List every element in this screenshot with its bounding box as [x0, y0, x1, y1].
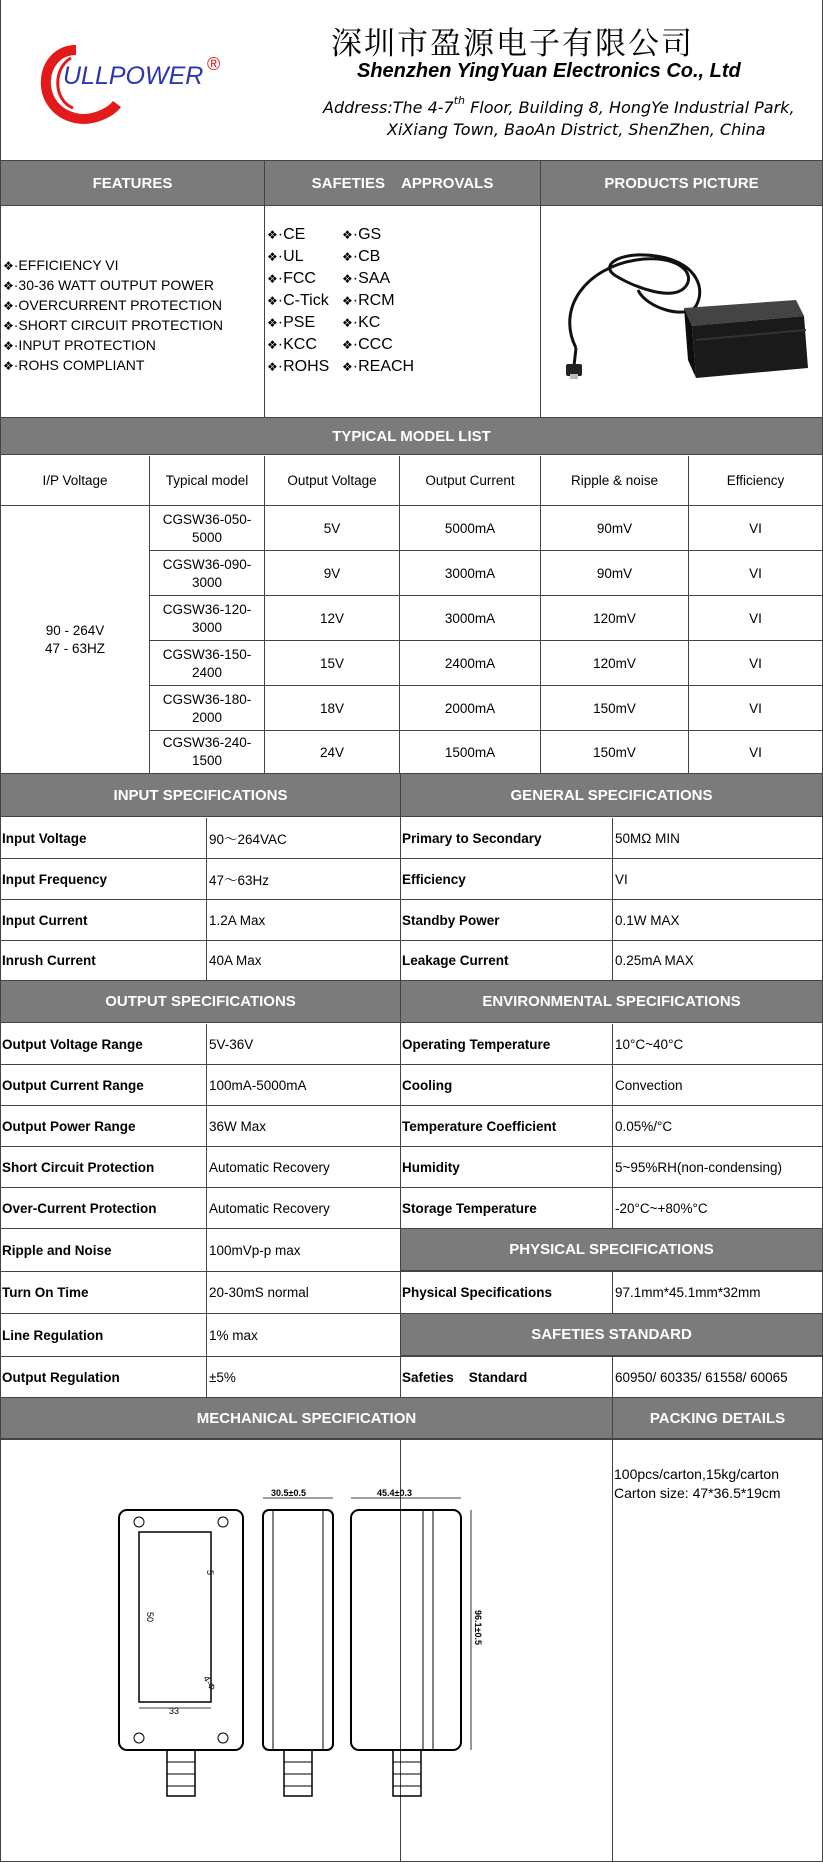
company-name-chinese: 深圳市盈源电子有限公司 — [331, 26, 694, 62]
approval-item: ❖·CCC — [342, 336, 393, 353]
packing-quantity: 100pcs/carton,15kg/carton — [614, 1466, 779, 1482]
spec-value: 0.1W MAX — [615, 912, 680, 928]
approval-item: ❖·REACH — [342, 358, 415, 375]
current-cell: 3000mA — [444, 611, 496, 626]
spec-value: 90～264VAC — [209, 832, 287, 847]
company-logo — [31, 38, 241, 128]
approval-item: ❖·ROHS — [267, 358, 330, 375]
header — [1, 0, 822, 161]
col-header-output-voltage: Output Voltage — [287, 473, 377, 488]
spec-label: Line Regulation — [2, 1327, 104, 1343]
ripple-cell: 90mV — [596, 521, 633, 536]
feature-item: ❖·30-36 WATT OUTPUT POWER — [3, 277, 214, 293]
spec-label: Turn On Time — [2, 1285, 89, 1300]
table-row — [150, 551, 822, 596]
feature-item: ❖·ROHS COMPLIANT — [3, 357, 145, 373]
address-part-b: Floor, Building 8, HongYe Industrial Park, — [465, 98, 795, 117]
spec-label: Input Voltage — [2, 830, 87, 846]
spec-label: Storage Temperature — [402, 1200, 537, 1216]
spec-label: Physical Specifications — [402, 1285, 553, 1300]
bullet-icon: ❖ — [3, 359, 14, 373]
spec-value: Automatic Recovery — [209, 1159, 330, 1175]
ip-frequency-range: 47 - 63HZ — [44, 640, 106, 656]
spec-label: Short Circuit Protection — [2, 1159, 155, 1175]
approval-item: ❖·PSE — [267, 314, 316, 331]
model-list-title: TYPICAL MODEL LIST — [1, 418, 822, 455]
model-cell: CGSW36-050- 5000 — [162, 511, 252, 545]
approvals-list — [267, 224, 432, 378]
voltage-cell: 5V — [323, 521, 341, 536]
general-specs-title: GENERAL SPECIFICATIONS — [401, 774, 822, 817]
spec-label: Ripple and Noise — [2, 1242, 112, 1258]
address-line-1 — [323, 94, 795, 117]
ip-voltage-range: 90 - 264V — [45, 622, 105, 638]
table-row — [150, 731, 822, 773]
approval-item: ❖·CB — [342, 248, 381, 265]
spec-value: 100mA-5000mA — [209, 1077, 307, 1093]
dim-hole-label: 4-Φ — [201, 1674, 218, 1693]
voltage-cell: 24V — [319, 744, 345, 760]
voltage-cell: 18V — [319, 701, 345, 716]
spec-label: Operating Temperature — [402, 1036, 551, 1052]
ripple-cell: 120mV — [593, 656, 636, 671]
physical-specs-title: PHYSICAL SPECIFICATIONS — [401, 1229, 822, 1271]
efficiency-cell: VI — [749, 701, 762, 716]
spec-value: ±5% — [209, 1369, 236, 1385]
address-line-2: XiXiang Town, BaoAn District, ShenZhen, China — [387, 120, 766, 139]
spec-value: 10°C~40°C — [615, 1036, 684, 1052]
spec-label: Cooling — [402, 1077, 453, 1093]
efficiency-cell: VI — [749, 656, 762, 671]
spec-label: Output Regulation — [2, 1369, 120, 1385]
approval-item: ❖·CE — [267, 226, 306, 243]
safeties-header: SAFETIES APPROVALS — [265, 161, 540, 206]
efficiency-cell: VI — [749, 744, 762, 760]
spec-value: 20-30mS normal — [209, 1285, 309, 1300]
current-cell: 2000mA — [444, 701, 496, 716]
spec-value: 40A Max — [209, 953, 262, 968]
col-header-output-current: Output Current — [425, 473, 515, 488]
spec-value: Automatic Recovery — [209, 1200, 330, 1216]
voltage-cell: 9V — [323, 566, 341, 581]
current-cell: 3000mA — [444, 566, 496, 581]
efficiency-cell: VI — [749, 611, 762, 626]
approval-item: ❖·C-Tick — [267, 292, 329, 309]
spec-value: VI — [615, 871, 628, 887]
spec-value: 50MΩ MIN — [615, 830, 680, 846]
spec-value: 100mVp-p max — [209, 1242, 301, 1258]
col-header-ip-voltage: I/P Voltage — [42, 473, 108, 488]
carton-size: Carton size: 47*36.5*19cm — [614, 1485, 781, 1501]
address-part-a: Address:The 4-7 — [323, 98, 454, 117]
spec-label: Input Current — [2, 912, 88, 928]
approval-item: ❖·KCC — [267, 336, 317, 353]
table-row — [150, 506, 822, 551]
table-row — [150, 596, 822, 641]
approval-item: ❖·KC — [342, 314, 381, 331]
company-name-english: Shenzhen YingYuan Electronics Co., Ltd — [357, 60, 741, 82]
efficiency-cell: VI — [749, 521, 762, 536]
ripple-cell: 120mV — [593, 611, 636, 626]
dim-side-width-label: 30.5±0.5 — [271, 1488, 306, 1498]
feature-item: ❖·INPUT PROTECTION — [3, 337, 156, 353]
features-list — [3, 256, 223, 376]
dim-height-label: 96.1±0.5 — [473, 1610, 483, 1645]
safeties-standard-title: SAFETIES STANDARD — [401, 1314, 822, 1356]
spec-value: 5~95%RH(non-condensing) — [615, 1159, 782, 1175]
spec-label: Humidity — [402, 1159, 460, 1175]
model-cell: CGSW36-180- 2000 — [162, 691, 252, 725]
dim-small-label: 5 — [205, 1570, 215, 1576]
spec-value: 47～63Hz — [209, 873, 270, 888]
approval-item: ❖·SAA — [342, 270, 391, 287]
environmental-specs-title: ENVIRONMENTAL SPECIFICATIONS — [401, 981, 822, 1023]
spec-label: Input Frequency — [2, 871, 108, 887]
efficiency-cell: VI — [749, 566, 762, 581]
spec-value: 1.2A Max — [209, 912, 266, 928]
dim-top-width-label: 45.4±0.3 — [377, 1488, 412, 1498]
spec-label: Inrush Current — [2, 953, 96, 968]
model-cell: CGSW36-150- 2400 — [162, 646, 252, 680]
spec-value: 97.1mm*45.1mm*32mm — [615, 1285, 761, 1300]
mechanical-drawing — [111, 1488, 501, 1828]
spec-value: 0.25mA MAX — [615, 953, 694, 968]
logo-text: ULLPOWER — [63, 62, 204, 90]
model-cell: CGSW36-090- 3000 — [162, 556, 252, 590]
current-cell: 2400mA — [444, 656, 496, 671]
approval-item: ❖·GS — [342, 226, 382, 243]
input-specs-title: INPUT SPECIFICATIONS — [1, 774, 400, 817]
spec-label: Safeties Standard — [402, 1369, 528, 1385]
approval-item: ❖·RCM — [342, 292, 395, 309]
dim-inner-height-label: 50 — [145, 1612, 155, 1623]
col-header-efficiency: Efficiency — [726, 473, 785, 488]
bullet-icon: ❖ — [3, 339, 14, 353]
mechanical-spec-title: MECHANICAL SPECIFICATION — [1, 1398, 612, 1439]
current-cell: 1500mA — [444, 744, 496, 760]
feature-item: ❖·EFFICIENCY VI — [3, 257, 119, 273]
features-header: FEATURES — [1, 161, 264, 206]
bullet-icon: ❖ — [3, 319, 14, 333]
spec-label: Efficiency — [402, 871, 466, 887]
spec-value: 36W Max — [209, 1118, 267, 1134]
model-cell: CGSW36-120- 3000 — [162, 601, 252, 635]
address-superscript: th — [453, 94, 466, 107]
table-row — [150, 641, 822, 686]
spec-value: 0.05%/°C — [615, 1118, 673, 1134]
packing-details-title: PACKING DETAILS — [613, 1398, 822, 1439]
dim-inner-width-label: 33 — [169, 1706, 180, 1716]
voltage-cell: 12V — [319, 611, 345, 626]
ripple-cell: 150mV — [593, 701, 636, 716]
spec-label: Output Current Range — [2, 1077, 144, 1093]
spec-label: Output Voltage Range — [2, 1036, 143, 1052]
col-header-ripple: Ripple & noise — [570, 473, 659, 488]
model-cell: CGSW36-240- 1500 — [162, 735, 252, 768]
current-cell: 5000mA — [444, 521, 496, 536]
bullet-icon: ❖ — [3, 299, 14, 313]
approval-item: ❖·UL — [267, 248, 304, 265]
bullet-icon: ❖ — [3, 279, 14, 293]
spec-label: Standby Power — [402, 912, 500, 928]
spec-value: 60950/ 60335/ 61558/ 60065 — [615, 1369, 788, 1385]
voltage-cell: 15V — [319, 656, 345, 671]
spec-label: Leakage Current — [402, 953, 509, 968]
packing-details — [614, 1465, 781, 1503]
spec-value: 5V-36V — [209, 1036, 254, 1052]
feature-item: ❖·SHORT CIRCUIT PROTECTION — [3, 317, 223, 333]
ripple-cell: 150mV — [593, 744, 636, 760]
spec-label: Output Power Range — [2, 1118, 136, 1134]
col-header-model: Typical model — [165, 473, 249, 488]
approval-item: ❖·FCC — [267, 270, 316, 287]
output-specs-title: OUTPUT SPECIFICATIONS — [1, 981, 400, 1023]
table-row — [150, 686, 822, 731]
spec-label: Temperature Coefficient — [402, 1118, 557, 1134]
products-picture-header: PRODUCTS PICTURE — [541, 161, 822, 206]
logo-registered-mark: ® — [207, 54, 221, 74]
spec-value: Convection — [615, 1077, 683, 1093]
spec-value: -20°C~+80%°C — [615, 1200, 708, 1216]
product-photo — [546, 228, 816, 398]
ripple-cell: 90mV — [596, 566, 633, 581]
spec-label: Primary to Secondary — [402, 830, 542, 846]
spec-label: Over-Current Protection — [2, 1200, 157, 1216]
spec-value: 1% max — [209, 1327, 258, 1343]
feature-item: ❖·OVERCURRENT PROTECTION — [3, 297, 222, 313]
ip-voltage-cell — [1, 506, 149, 773]
bullet-icon: ❖ — [3, 259, 14, 273]
